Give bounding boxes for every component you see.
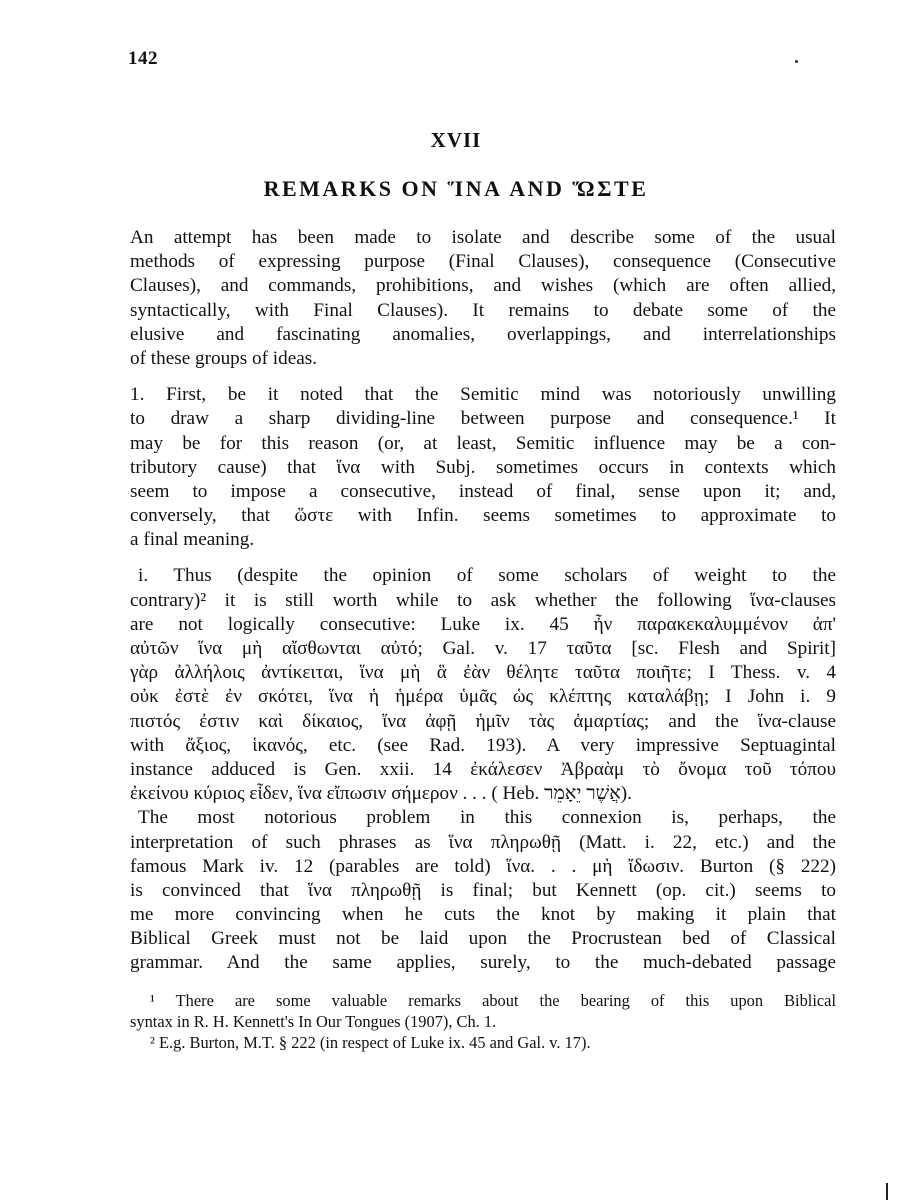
text-line: αὐτῶν ἵνα μὴ αἴσθωνται αὐτό; Gal. v. 17 ταῦτα [sc. Flesh and Spirit] bbox=[130, 638, 836, 659]
text-line: tributory cause) that ἵνα with Subj. sometimes occurs in contexts which bbox=[130, 456, 836, 478]
text-line: syntactically, with Final Clauses). It remains to debate some of the bbox=[130, 299, 836, 321]
text-line: instance adduced is Gen. xxii. 14 ἐκάλεσεν Ἀβραὰμ τὸ ὄνομα τοῦ τόπου bbox=[130, 758, 836, 780]
text-line: οὐκ ἐστὲ ἐν σκότει, ἵνα ἡ ἡμέρα ὑμᾶς ὡς κλέπτης καταλάβῃ; I John i. 9 bbox=[130, 686, 836, 708]
text-line: interpretation of such phrases as ἵνα πληρωθῇ (Matt. i. 22, etc.) and the bbox=[130, 831, 836, 853]
text-line: to draw a sharp dividing-line between purpose and consequence.¹ It bbox=[130, 408, 836, 430]
footnote-line: ² E.g. Burton, M.T. § 222 (in respect of Luke ix. 45 and Gal. v. 17). bbox=[150, 1033, 591, 1052]
text-line: seem to impose a consecutive, instead of final, sense upon it; and, bbox=[130, 480, 836, 502]
text-line: Biblical Greek must not be laid upon the Procrustean bed of Classical bbox=[130, 928, 836, 950]
text-line: may be for this reason (or, at least, Semitic influence may be a con- bbox=[130, 432, 836, 454]
text-line: famous Mark iv. 12 (parables are told) ἵνα. . . μὴ ἴδωσιν. Burton (§ 222) bbox=[130, 855, 836, 877]
paragraph-1 bbox=[130, 383, 836, 552]
text-line: are not logically consecutive: Luke ix. 45 ἦν παρακεκαλυμμένον ἀπ' bbox=[130, 613, 836, 635]
chapter-number: XVII bbox=[430, 128, 482, 152]
footnote-line: ¹ There are some valuable remarks about the bearing of this upon Biblical bbox=[150, 991, 836, 1010]
footnote-1 bbox=[130, 990, 836, 1032]
text-line: conversely, that ὥστε with Infin. seems sometimes to approximate to bbox=[130, 505, 836, 527]
text-line: me more convincing when he cuts the knot by making it plain that bbox=[130, 904, 836, 926]
text-line: is convinced that ἵνα πληρωθῇ is final; but Kennett (op. cit.) seems to bbox=[130, 879, 836, 901]
text-line: of these groups of ideas. bbox=[130, 347, 318, 369]
footnotes bbox=[130, 990, 836, 1053]
page-number: 142 bbox=[128, 48, 158, 69]
paragraph-intro bbox=[130, 226, 836, 371]
text-line: 1. First, be it noted that the Semitic mind was notoriously unwilling bbox=[130, 384, 836, 406]
text-line: An attempt has been made to isolate and describe some of the usual bbox=[130, 227, 836, 248]
text-line: Clauses), and commands, prohibitions, and wishes (which are often allied, bbox=[130, 275, 836, 297]
text-line: elusive and fascinating anomalies, overlappings, and interrelationships bbox=[130, 323, 836, 345]
text-line: with ἄξιος, ἱκανός, etc. (see Rad. 193). A very impressive Septuagintal bbox=[130, 734, 836, 756]
footnote-line: syntax in R. H. Kennett's In Our Tongues (1907), Ch. 1. bbox=[130, 1012, 497, 1031]
text-line: γὰρ ἀλλήλοις ἀντίκειται, ἵνα μὴ ἃ ἐὰν θέλητε ταῦτα ποιῆτε; I Thess. v. 4 bbox=[130, 662, 836, 684]
text-line: The most notorious problem in this connexion is, perhaps, the bbox=[138, 807, 836, 829]
paragraph-i bbox=[130, 564, 836, 806]
text-line: ἐκείνου κύριος εἶδεν, ἵνα εἴπωσιν σήμερον . . . ( Heb. אֲשֶׁר יֵאָמֵר). bbox=[130, 783, 632, 805]
chapter-title: REMARKS ON ἽΝΑ AND ὭΣΤΕ bbox=[263, 176, 649, 201]
text-line: contrary)² it is still worth while to ask whether the following ἵνα-clauses bbox=[130, 589, 836, 611]
stray-tick-mark bbox=[886, 1183, 888, 1200]
text-line: i. Thus (despite the opinion of some scholars of weight to the bbox=[138, 565, 836, 587]
stray-dot-mark bbox=[795, 60, 798, 63]
text-line: πιστός ἐστιν καὶ δίκαιος, ἵνα ἀφῇ ἡμῖν τὰς ἁμαρτίας; and the ἵνα-clause bbox=[130, 710, 836, 732]
paragraph-problem bbox=[130, 806, 836, 975]
text-line: grammar. And the same applies, surely, to the much-debated passage bbox=[130, 952, 836, 974]
text-line: a final meaning. bbox=[130, 529, 255, 551]
footnote-2 bbox=[130, 1032, 836, 1053]
body-text bbox=[130, 226, 836, 976]
text-line: methods of expressing purpose (Final Clauses), consequence (Consecutive bbox=[130, 251, 836, 273]
